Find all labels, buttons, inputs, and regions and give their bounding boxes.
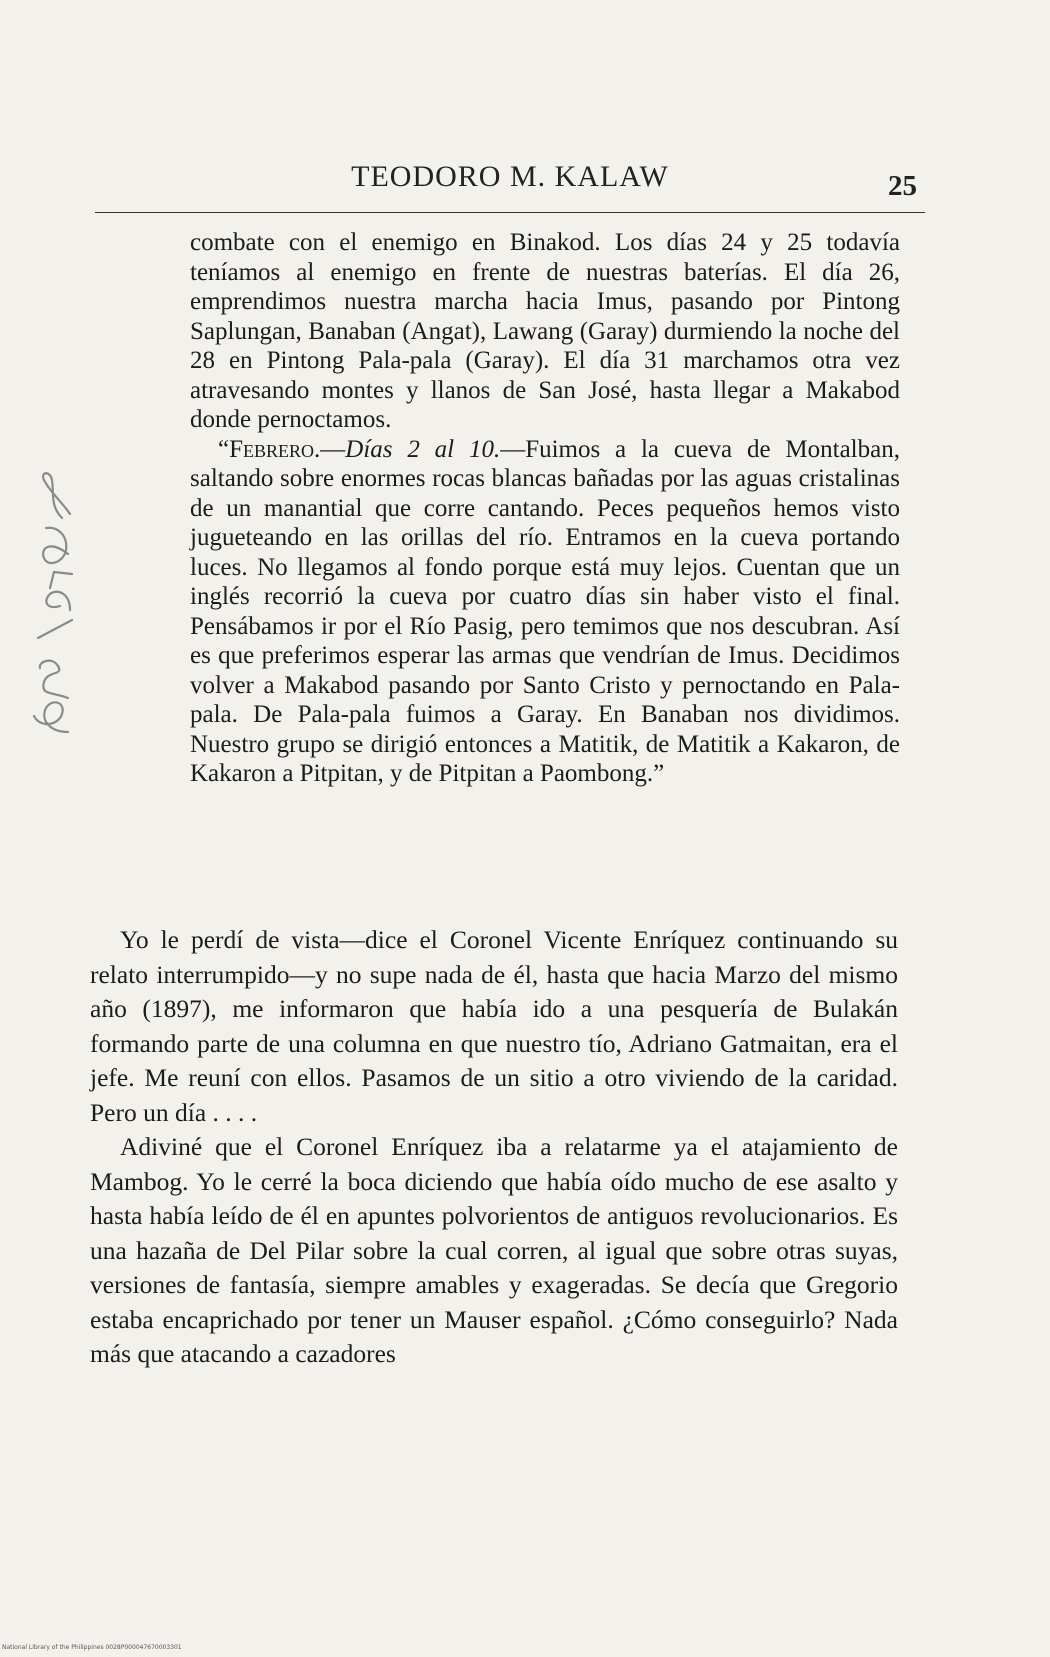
page-number: 25	[888, 170, 917, 202]
handwritten-margin-note	[10, 470, 90, 740]
pencil-stroke	[34, 702, 68, 732]
body-paragraph: Yo le perdí de vista—dice el Coronel Vicente Enríquez continuando su relato interrumpido—y no supe nada de él, hasta que hacia Marzo del mismo año (1897), me informaron que había ido a una pesquería de Bulakán formando parte de una columna en que nuestro tío, Adriano Gatmaitan, era el jefe. Me reuní con ellos. Pasamos de un sitio a otro viviendo de la caridad. Pero un día . . . .	[90, 925, 898, 1127]
dates-label: Días 2 al 10.	[345, 435, 501, 463]
quote-paragraph-text: —Fuimos a la cueva de Montalban, saltando sobre enormes rocas blancas bañadas por las aguas cristalinas de un manantial que corre cantando. Peces pequeños hemos visto jugueteando en las orillas del río. Entramos en la cueva portando luces. No llegamos al fondo porque está muy lejos. Cuentan que un inglés recorrió la cueva por cuatro días sin haber visto el final. Pensábamos ir por el Río Pasig, pero temimos que nos descubran. Así es que preferimos esperar las armas que vendrían de Imus. Decidimos volver a Makabod pasando por Santo Cristo y pernoctando en Pala-pala. De Pala-pala fuimos a Garay. En Banaban nos dividimos. Nuestro grupo se dirigió entonces a Matitik, de Matitik a Kakaron, de Kakaron a Pitpitan, y de Pitpitan a Paombong.”	[190, 435, 900, 787]
running-title: TEODORO M. KALAW	[351, 160, 669, 193]
quoted-diary-text	[190, 228, 900, 789]
quote-paragraph: combate con el enemigo en Binakod. Los días 24 y 25 todavía teníamos al enemigo en frente de nuestras baterías. El día 26, emprendimos nuestra marcha hacia Imus, pasando por Pintong Saplungan, Banaban (Angat), Lawang (Garay) durmiendo la noche del 28 en Pintong Pala-pala (Garay). El día 31 marchamos otra vez atravesando montes y llanos de San José, hasta llegar a Makabod donde pernoctamos.	[190, 229, 900, 433]
em-dash: —	[320, 435, 346, 463]
scan-credit-line: National Library of the Philippines 0028P000047670003301	[2, 1644, 182, 1651]
pencil-stroke	[46, 572, 72, 610]
month-label: Febrero.	[229, 435, 321, 463]
pencil-stroke	[43, 528, 68, 563]
body-text	[90, 923, 898, 1372]
body-paragraph: Adiviné que el Coronel Enríquez iba a relatarme ya el atajamiento de Mambog. Yo le cerré la boca diciendo que había oído mucho de ese asalto y hasta había leído de él en apuntes polvorientos de antiguos revolucionarios. Es una hazaña de Del Pilar sobre la cual corren, al igual que sobre otras suyas, versiones de fantasía, siempre amables y exageradas. Se decía que Gregorio estaba encaprichado por tener un Mauser español. ¿Cómo conseguirlo? Nada más que atacando a cazadores	[90, 1132, 898, 1368]
quote-paragraph	[190, 435, 900, 789]
pencil-stroke	[38, 620, 72, 638]
running-head	[95, 152, 925, 213]
opening-quote-mark: “	[218, 435, 230, 463]
pencil-stroke	[40, 661, 68, 698]
pencil-stroke	[43, 473, 70, 518]
